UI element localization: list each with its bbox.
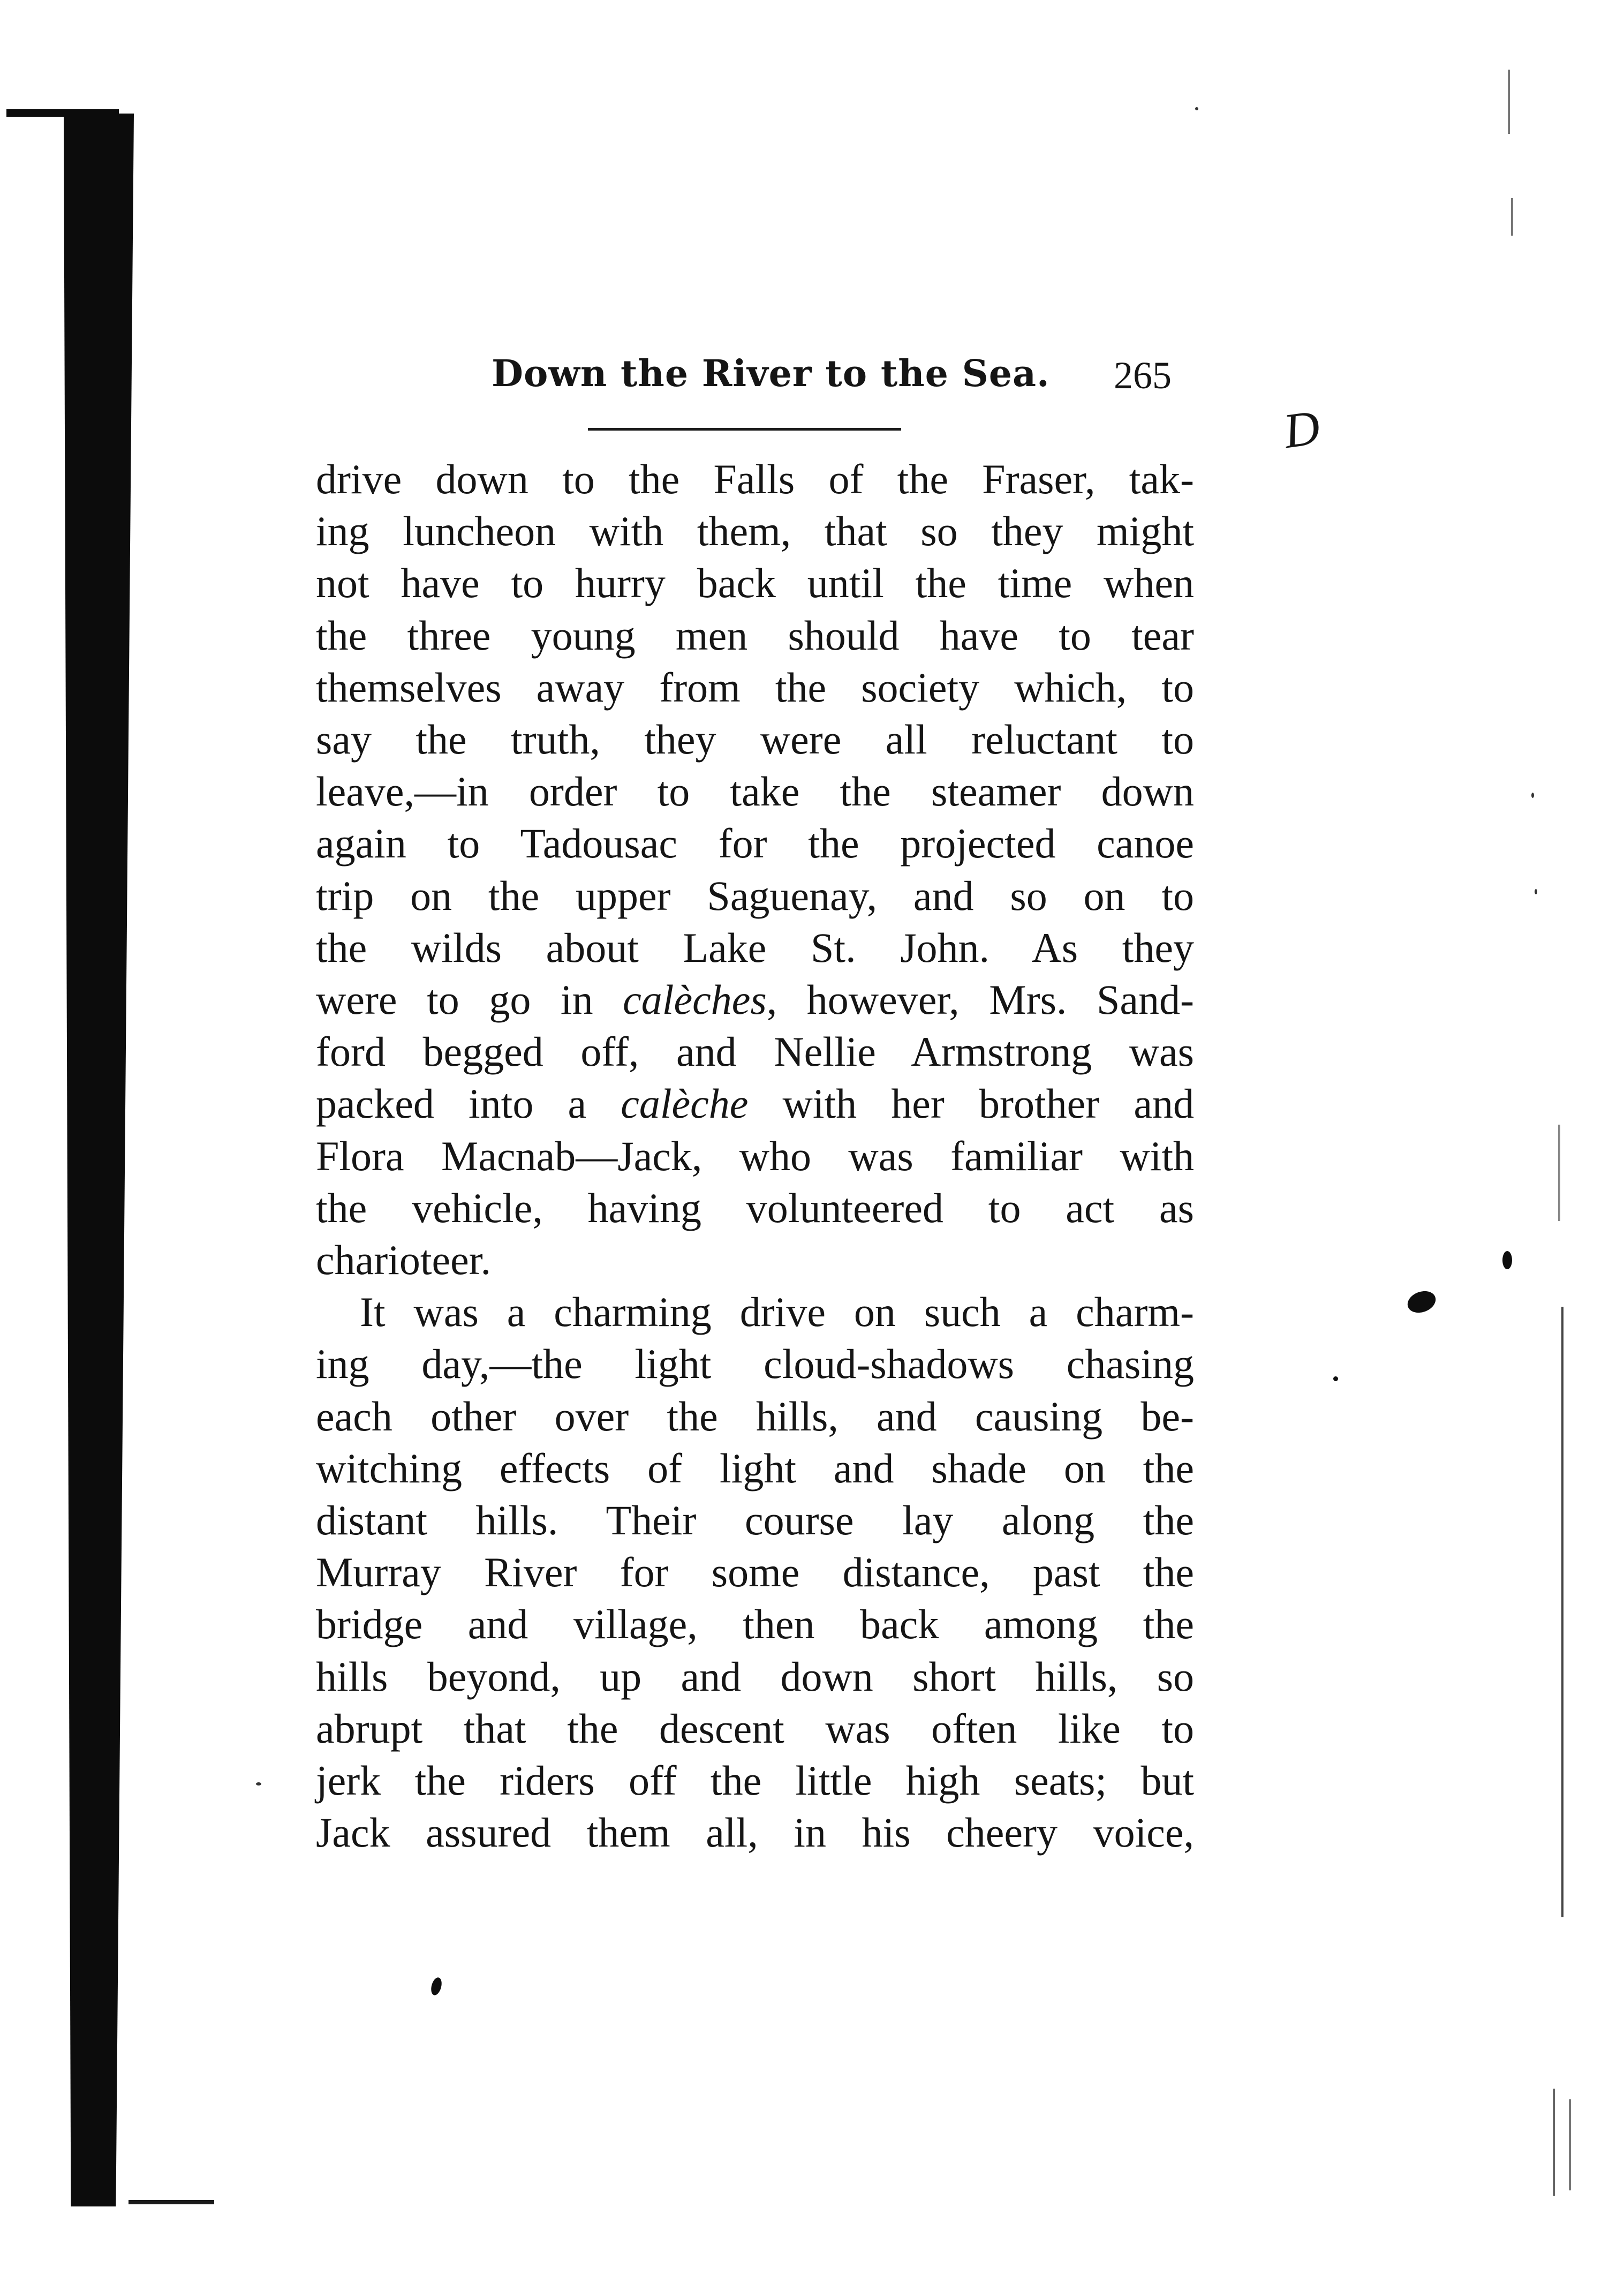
- header-rule: [588, 428, 901, 431]
- text-line: Murray River for some distance, past the: [316, 1549, 1194, 1596]
- text-line: each other over the hills, and causing be-: [316, 1392, 1194, 1440]
- text-line: ing day,—the light cloud-shadows chasing: [316, 1340, 1194, 1388]
- ink-speck: [1333, 1376, 1338, 1381]
- page-edge-mark: [1553, 2089, 1555, 2196]
- text-line: trip on the upper Saguenay, and so on to: [316, 872, 1194, 919]
- page-edge-mark: [1569, 2099, 1571, 2190]
- running-head: [492, 352, 1172, 411]
- text-line: It was a charming drive on such a charm-: [360, 1289, 1194, 1336]
- text-line: packed into a calèche with her brother and: [316, 1080, 1194, 1127]
- scan-speck: [1535, 889, 1537, 894]
- text-line: again to Tadousac for the projected canoe: [316, 820, 1194, 867]
- text-line: charioteer.: [316, 1237, 491, 1284]
- page-edge-mark: [1511, 198, 1513, 236]
- binding-shadow: [44, 114, 134, 2206]
- ink-blot: [429, 1976, 443, 1997]
- text-line: witching effects of light and shade on the: [316, 1444, 1194, 1491]
- text-line: not have to hurry back until the time when: [316, 560, 1194, 607]
- scan-speck: [256, 1782, 261, 1786]
- text-line: leave,—in order to take the steamer down: [316, 768, 1194, 815]
- text-line: ford begged off, and Nellie Armstrong was: [316, 1028, 1194, 1075]
- page-edge-mark: [1561, 1307, 1563, 1917]
- text-line: themselves away from the society which, to: [316, 664, 1194, 711]
- ink-blot: [1404, 1287, 1439, 1316]
- text-line: hills beyond, up and down short hills, so: [316, 1653, 1194, 1700]
- scan-speck: [1195, 107, 1198, 110]
- handwritten-mark: D: [1280, 399, 1324, 459]
- text-line: were to go in calèches, however, Mrs. Sand-: [316, 976, 1194, 1023]
- binding-edge-bottom: [129, 2200, 214, 2204]
- scan-speck: [1531, 793, 1534, 798]
- text-line: Jack assured them all, in his cheery voice,: [316, 1809, 1194, 1856]
- text-line: say the truth, they were all reluctant to: [316, 716, 1194, 763]
- text-line: distant hills. Their course lay along the: [316, 1497, 1194, 1544]
- text-line: abrupt that the descent was often like to: [316, 1705, 1194, 1752]
- text-line: Flora Macnab—Jack, who was familiar with: [316, 1132, 1194, 1179]
- text-line: jerk the riders off the little high seats; but: [316, 1757, 1194, 1804]
- running-title: Down the River to the Sea.: [492, 352, 1050, 395]
- ink-blot: [1502, 1251, 1512, 1269]
- page-edge-mark: [1558, 1125, 1560, 1221]
- text-line: the three young men should have to tear: [316, 612, 1194, 659]
- text-line: the vehicle, having volunteered to act as: [316, 1184, 1194, 1231]
- body-text: [316, 453, 1194, 1858]
- text-line: ing luncheon with them, that so they might: [316, 508, 1194, 555]
- text-line: the wilds about Lake St. John. As they: [316, 924, 1194, 971]
- page-edge-mark: [1508, 70, 1510, 134]
- page-number: 265: [1114, 354, 1172, 397]
- text-line: drive down to the Falls of the Fraser, tak-: [316, 456, 1194, 502]
- text-line: bridge and village, then back among the: [316, 1601, 1194, 1648]
